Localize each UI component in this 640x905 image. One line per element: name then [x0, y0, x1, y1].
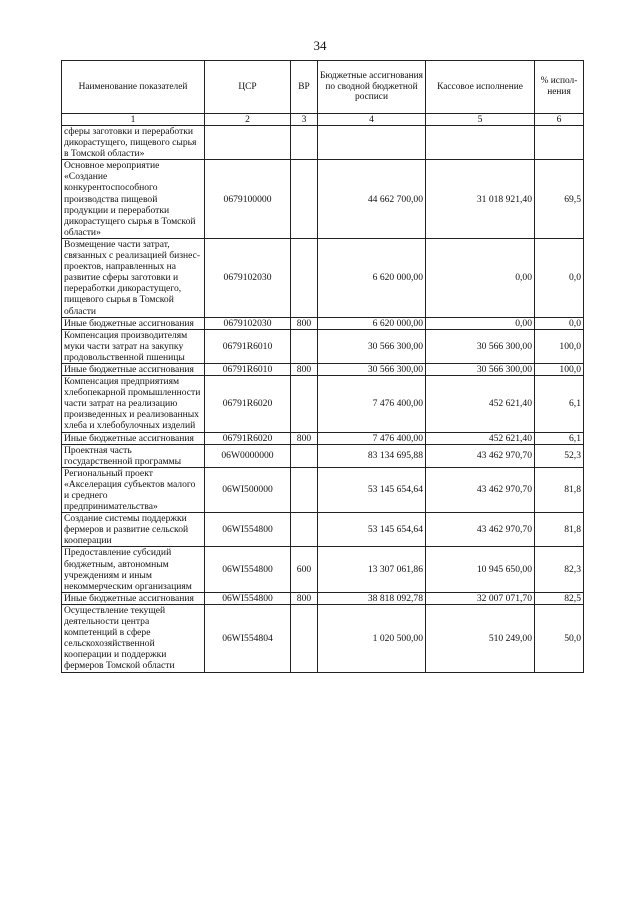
- row-percent: 50,0: [535, 604, 584, 672]
- table-row: [62, 604, 584, 672]
- row-csr: 06WI554804: [205, 604, 291, 672]
- row-vr: [291, 376, 318, 432]
- row-percent: 52,3: [535, 444, 584, 467]
- row-name: Компенсация предприятиям хлебопекарной промышленности части затрат на реализацию произведенных и реализованных хлеба и хлебобулочных изделий: [62, 376, 205, 432]
- column-number: 4: [318, 114, 426, 126]
- row-name: Иные бюджетные ассигнования: [62, 363, 205, 375]
- row-vr: 800: [291, 432, 318, 444]
- table-row: [62, 329, 584, 363]
- row-percent: 6,1: [535, 432, 584, 444]
- row-execution: 10 945 650,00: [426, 547, 535, 592]
- row-percent: 6,1: [535, 376, 584, 432]
- table-row: [62, 444, 584, 467]
- row-vr: [291, 444, 318, 467]
- row-budget: 30 566 300,00: [318, 329, 426, 363]
- row-csr: 06WI500000: [205, 467, 291, 512]
- row-vr: 800: [291, 317, 318, 329]
- row-vr: 800: [291, 592, 318, 604]
- row-execution: 30 566 300,00: [426, 329, 535, 363]
- table-row: [62, 238, 584, 317]
- row-csr: [205, 126, 291, 160]
- row-execution: 452 621,40: [426, 432, 535, 444]
- row-csr: 06W0000000: [205, 444, 291, 467]
- row-budget: 53 145 654,64: [318, 467, 426, 512]
- row-budget: 7 476 400,00: [318, 376, 426, 432]
- column-number: 5: [426, 114, 535, 126]
- budget-execution-table: [61, 60, 584, 673]
- row-csr: 0679102030: [205, 238, 291, 317]
- table-row: [62, 376, 584, 432]
- row-budget: 44 662 700,00: [318, 160, 426, 239]
- row-csr: 06791R6020: [205, 432, 291, 444]
- row-budget: 83 134 695,88: [318, 444, 426, 467]
- header-execution: Кассовое исполнение: [426, 61, 535, 114]
- header-row: [62, 61, 584, 114]
- row-budget: 30 566 300,00: [318, 363, 426, 375]
- row-vr: 600: [291, 547, 318, 592]
- table-row: [62, 363, 584, 375]
- row-csr: 06791R6010: [205, 329, 291, 363]
- row-csr: 06791R6010: [205, 363, 291, 375]
- row-execution: 43 462 970,70: [426, 444, 535, 467]
- row-budget: 6 620 000,00: [318, 238, 426, 317]
- row-percent: 81,8: [535, 467, 584, 512]
- table-row: [62, 547, 584, 592]
- row-name: Возмещение части затрат, связанных с реализацией бизнес-проектов, направленных на развитие сферы заготовки и переработки дикорастущего, пищевого сырья в Томской области: [62, 238, 205, 317]
- row-execution: 31 018 921,40: [426, 160, 535, 239]
- row-percent: 82,3: [535, 547, 584, 592]
- row-name: Иные бюджетные ассигнования: [62, 592, 205, 604]
- row-execution: 43 462 970,70: [426, 467, 535, 512]
- header-name: Наименование показателей: [62, 61, 205, 114]
- row-csr: 06WI554800: [205, 547, 291, 592]
- header-vr: ВР: [291, 61, 318, 114]
- header-csr: ЦСР: [205, 61, 291, 114]
- row-name: Компенсация производителям муки части затрат на закупку продовольственной пшеницы: [62, 329, 205, 363]
- row-execution: 43 462 970,70: [426, 513, 535, 547]
- row-vr: 800: [291, 363, 318, 375]
- row-name: Иные бюджетные ассигнования: [62, 432, 205, 444]
- row-name: Осуществление текущей деятельности центра компетенций в сфере сельскохозяйственной кооперации и поддержки фермеров Томской области: [62, 604, 205, 672]
- row-execution: 452 621,40: [426, 376, 535, 432]
- row-budget: 1 020 500,00: [318, 604, 426, 672]
- header-percent: % испол-нения: [535, 61, 584, 114]
- row-vr: [291, 126, 318, 160]
- row-execution: 30 566 300,00: [426, 363, 535, 375]
- row-percent: 69,5: [535, 160, 584, 239]
- table-row: [62, 513, 584, 547]
- row-name: Проектная часть государственной программы: [62, 444, 205, 467]
- table-row: [62, 160, 584, 239]
- table-row: [62, 467, 584, 512]
- row-csr: 06791R6020: [205, 376, 291, 432]
- table-row: [62, 126, 584, 160]
- row-vr: [291, 329, 318, 363]
- row-csr: 06WI554800: [205, 513, 291, 547]
- column-number: 1: [62, 114, 205, 126]
- row-budget: 6 620 000,00: [318, 317, 426, 329]
- table-row: [62, 317, 584, 329]
- row-execution: 32 007 071,70: [426, 592, 535, 604]
- row-percent: 0,0: [535, 317, 584, 329]
- row-budget: 38 818 092,78: [318, 592, 426, 604]
- row-name: сферы заготовки и переработки дикорастущего, пищевого сырья в Томской области»: [62, 126, 205, 160]
- row-vr: [291, 238, 318, 317]
- row-csr: 0679102030: [205, 317, 291, 329]
- header-budget: Бюджетные ассигнования по сводной бюджетной росписи: [318, 61, 426, 114]
- row-percent: 81,8: [535, 513, 584, 547]
- column-number: 2: [205, 114, 291, 126]
- row-percent: [535, 126, 584, 160]
- row-budget: 53 145 654,64: [318, 513, 426, 547]
- column-number: 6: [535, 114, 584, 126]
- row-name: Создание системы поддержки фермеров и развитие сельской кооперации: [62, 513, 205, 547]
- table-row: [62, 432, 584, 444]
- row-execution: 510 249,00: [426, 604, 535, 672]
- page-number: 34: [313, 38, 327, 53]
- row-budget: [318, 126, 426, 160]
- column-number-row: [62, 114, 584, 126]
- column-number: 3: [291, 114, 318, 126]
- row-percent: 100,0: [535, 329, 584, 363]
- row-percent: 100,0: [535, 363, 584, 375]
- row-execution: 0,00: [426, 317, 535, 329]
- row-csr: 06WI554800: [205, 592, 291, 604]
- row-vr: [291, 604, 318, 672]
- row-vr: [291, 467, 318, 512]
- row-vr: [291, 160, 318, 239]
- row-percent: 0,0: [535, 238, 584, 317]
- row-percent: 82,5: [535, 592, 584, 604]
- table-body: [62, 126, 584, 673]
- row-budget: 13 307 061,86: [318, 547, 426, 592]
- row-name: Предоставление субсидий бюджетным, автономным учреждениям и иным некоммерческим организациям: [62, 547, 205, 592]
- table-row: [62, 592, 584, 604]
- row-execution: 0,00: [426, 238, 535, 317]
- row-csr: 0679100000: [205, 160, 291, 239]
- row-budget: 7 476 400,00: [318, 432, 426, 444]
- row-execution: [426, 126, 535, 160]
- row-vr: [291, 513, 318, 547]
- row-name: Региональный проект «Акселерация субъектов малого и среднего предпринимательства»: [62, 467, 205, 512]
- row-name: Основное мероприятие «Создание конкурентоспособного производства пищевой продукции и переработки дикорастущего сырья в Томской области»: [62, 160, 205, 239]
- row-name: Иные бюджетные ассигнования: [62, 317, 205, 329]
